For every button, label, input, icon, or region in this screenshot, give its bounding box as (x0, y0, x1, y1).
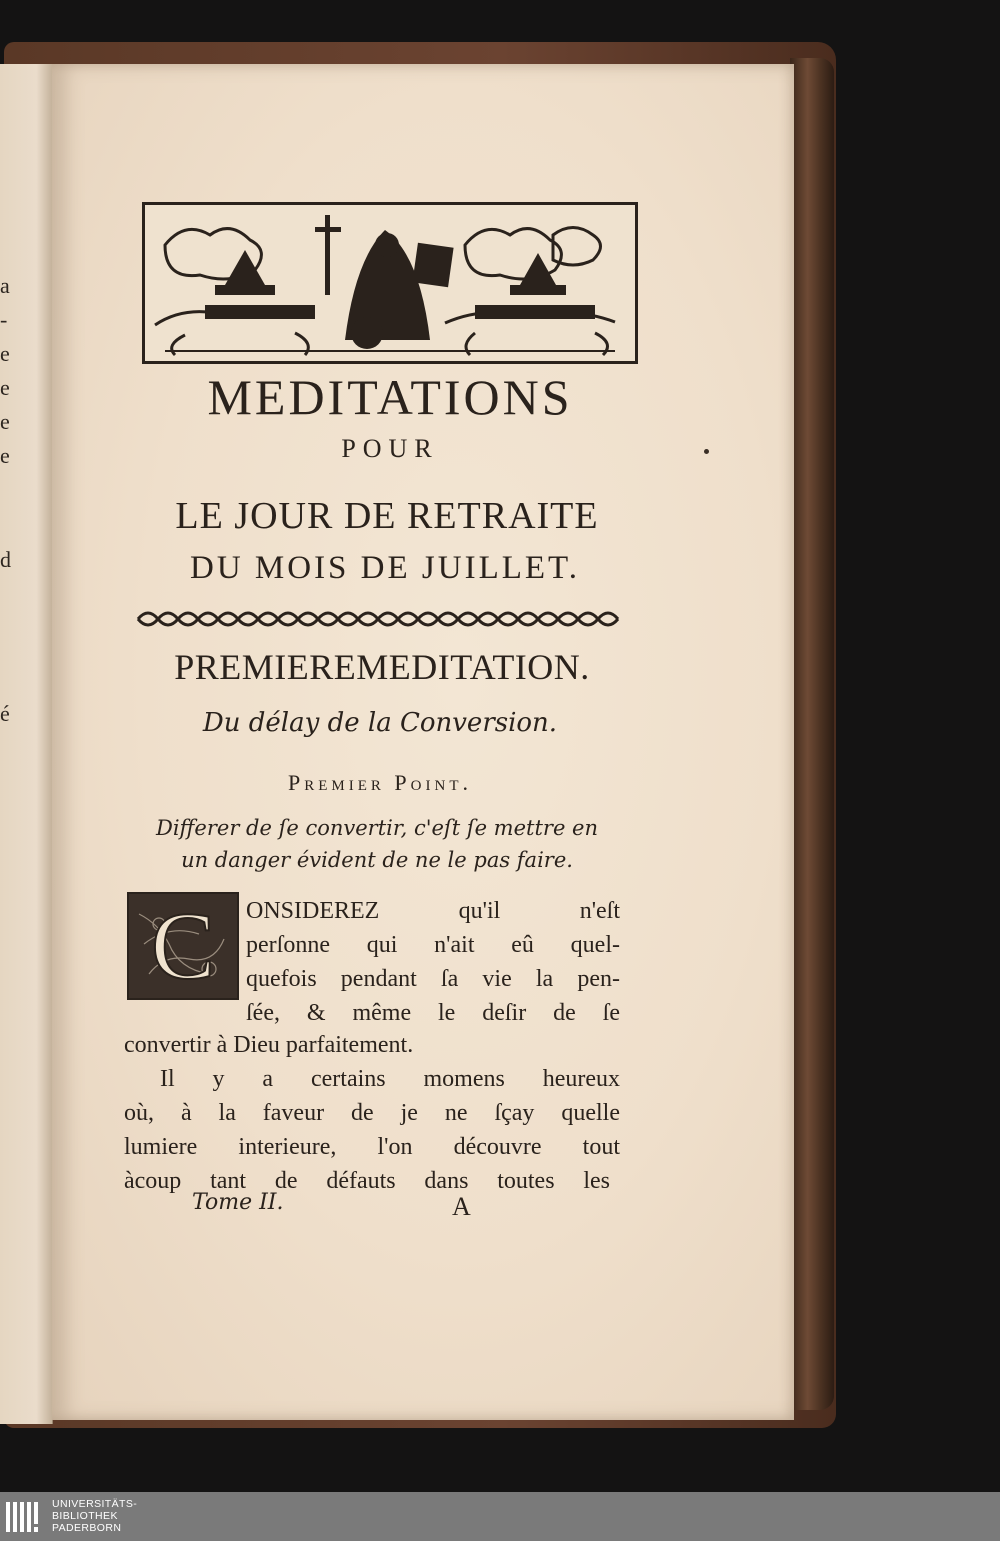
point-heading: Premier Point. (288, 770, 472, 795)
summary-line: Differer de ſe convertir, c'eſt ſe mettre en (156, 816, 598, 840)
body-line: Il y a certains momens heureux (160, 1066, 620, 1092)
body-line: quefois pendant ſa vie la pen- (246, 966, 620, 992)
point-summary (128, 812, 626, 876)
library-footer-bar (0, 1492, 1000, 1541)
left-page-fragments: a - e e e e d é (0, 273, 11, 726)
book-cover-edge (790, 58, 834, 1410)
title-pour: POUR (341, 434, 439, 463)
body-line: lumiere interieure, l'on découvre tout (124, 1134, 620, 1160)
library-logo-icon (4, 1498, 44, 1536)
drop-cap-letter: C (150, 894, 216, 998)
title-line-1: LE JOUR DE RETRAITE (175, 495, 599, 537)
meditation-heading: PREMIEREMEDITATION. (174, 647, 590, 687)
woodcut-headpiece (142, 202, 638, 364)
body-line: convertir à Dieu parfaitement. (124, 1032, 414, 1058)
title-line-2: DU MOIS DE JUILLET. (189, 550, 580, 586)
summary-line: un danger évident de ne le pas faire. (181, 848, 573, 872)
body-line: où, à la faveur de je ne ſçay quelle (124, 1100, 620, 1126)
library-name: UNIVERSITÄTS- BIBLIOTHEK PADERBORN (52, 1498, 138, 1534)
meditation-subtitle: Du délay de la Conversion. (202, 708, 558, 738)
body-line: perſonne qui n'ait eû quel- (246, 932, 620, 958)
ornamental-divider (134, 604, 628, 634)
title-main: MEDITATIONS (207, 369, 573, 425)
left-page-edge (0, 64, 53, 1424)
volume-marker: Tome II. (192, 1190, 284, 1215)
body-line: ONSIDEREZ qu'il n'eſt (246, 898, 620, 924)
ink-speck (704, 449, 709, 454)
body-line: ſée, & même le deſir de ſe (246, 1000, 620, 1026)
drop-cap-initial (127, 892, 239, 1000)
signature-mark: A (452, 1192, 471, 1221)
body-line: àcoup tant de défauts dans toutes les (124, 1168, 610, 1194)
